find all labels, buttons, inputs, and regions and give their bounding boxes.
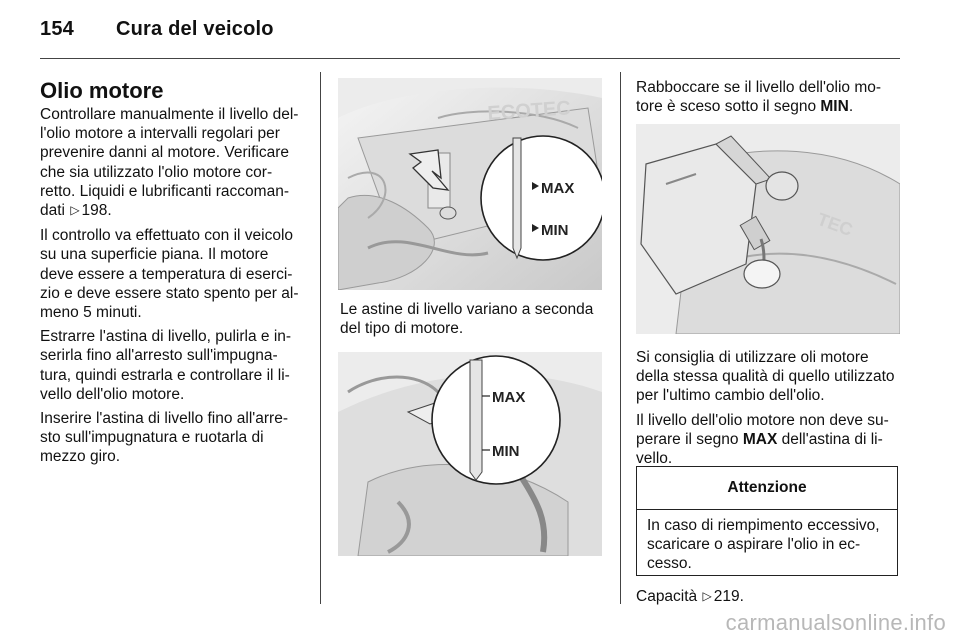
dipstick-detail-circle-2: [432, 356, 560, 484]
capacity-line: [636, 587, 906, 607]
reference-arrow-icon: ▷: [70, 203, 80, 218]
reference-arrow-icon-2: ▷: [702, 589, 712, 603]
dipstick-icon: [513, 138, 521, 258]
article-title: Olio motore: [40, 78, 164, 103]
page-number: 154: [40, 18, 74, 40]
reference-link[interactable]: 198.: [81, 202, 112, 220]
warning-box: [636, 466, 898, 576]
watermark: carmanualsonline.info: [725, 610, 946, 635]
engine-brand-text-2: TEC: [814, 208, 856, 241]
oil-refill-illustration: [636, 124, 900, 334]
paragraph-2: Il controllo va effettuato con il veicolo su una superficie piana. Il motore deve essere a temperatura di eserci- zio e deve essere stato spento per al- meno 5 minuti.: [40, 227, 299, 322]
min-mark-text: MIN: [820, 98, 849, 116]
capacity-label: Capacità: [636, 588, 698, 605]
left-column: [40, 78, 310, 472]
right-column-bottom: [636, 348, 906, 473]
warning-heading: Attenzione: [637, 467, 897, 510]
page-header: [40, 18, 274, 41]
capacity-reference-link[interactable]: 219.: [713, 588, 744, 605]
paragraph-4: Inserire l'astina di livello fino all'arre- sto sull'impugnatura e ruotarla di mezzo giro.: [40, 410, 288, 466]
right-column-top: [636, 78, 906, 121]
paragraph-1: Controllare manualmente il livello del- l'olio motore a intervalli regolari per prevenire danni al motore. Verificare che sia utilizzato l'olio motore cor- retto. Liquidi e lubrificanti raccoman- dati ▷ 198.: [40, 106, 299, 220]
max-mark-text: MAX: [742, 430, 778, 448]
max-mark-label-2: MAX: [492, 389, 526, 406]
warning-body: In caso di riempimento eccessivo, scaricare o aspirare l'olio in ec- cesso.: [647, 517, 880, 573]
column-divider-2: [620, 72, 621, 604]
oil-cap-icon: [766, 172, 798, 200]
min-mark-label-2: MIN: [492, 443, 520, 460]
paragraph-topup: Rabboccare se il livello dell'olio mo- tore è sceso sotto il segno MIN.: [636, 79, 882, 116]
dipstick-location-illustration: [338, 78, 602, 290]
paragraph-3: Estrarre l'astina di livello, pulirla e in- serirla fino all'arresto sull'impugna- tura, quindi estrarla e controllare il li- vello dell'olio motore.: [40, 328, 292, 403]
column-divider-1: [320, 72, 321, 604]
engine-brand-text: ECOTEC: [486, 97, 572, 125]
paragraph-max-level: Il livello dell'olio motore non deve su- perare il segno MAX dell'astina di li- vello.: [636, 411, 889, 468]
alternate-dipstick-illustration: [338, 352, 602, 556]
dipstick-icon-2: [470, 360, 482, 480]
min-mark-label: MIN: [541, 222, 569, 239]
figure-caption: Le astine di livello variano a seconda del tipo di motore.: [340, 301, 594, 338]
paragraph-same-quality: Si consiglia di utilizzare oli motore della stessa qualità di quello utilizzato per l'ultimo cambio dell'olio.: [636, 349, 895, 405]
dipstick-detail-circle: [481, 136, 602, 260]
max-mark-label: MAX: [541, 180, 575, 197]
header-rule: [40, 58, 900, 59]
section-title: Cura del veicolo: [116, 18, 274, 40]
